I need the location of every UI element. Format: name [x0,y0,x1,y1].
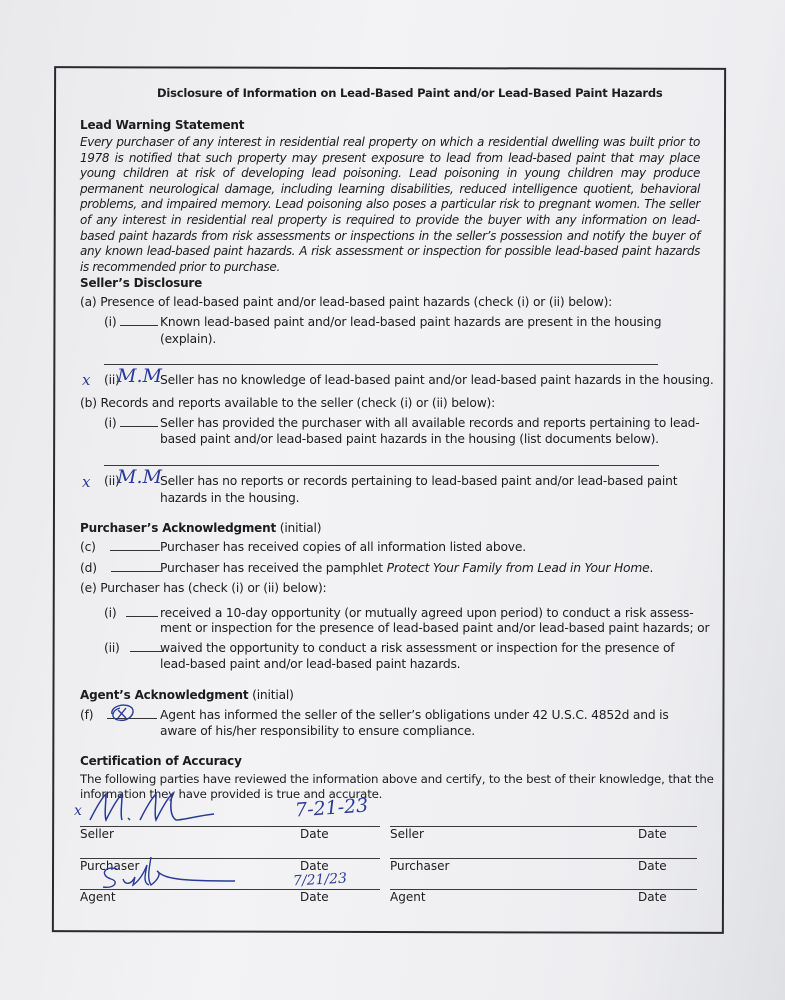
agent-date: 7/21/23 [292,870,348,890]
date-label: Date [300,827,329,841]
page-title: Disclosure of Information on Lead-Based Paint and/or Lead-Based Paint Hazards [157,86,663,100]
item-e-text: Purchaser has (check (i) or (ii) below): [100,581,327,595]
certification-heading: Certification of Accuracy [80,754,242,768]
item-f-line2: aware of his/her responsibility to ensure compliance. [160,724,475,738]
certification-line2: information they have provided is true and accurate. [80,787,383,801]
item-e-i: (i) [104,606,162,622]
item-b-i-line1: Seller has provided the purchaser with all available records and reports pertaining to lead- [160,416,700,430]
item-a-i: (i) [104,315,162,331]
documents-line[interactable] [104,465,659,466]
purchaser-label: Purchaser [80,859,140,873]
agent-signature [95,855,255,893]
purchaser-heading: Purchaser’s Acknowledgment [80,521,276,535]
item-b-i: (i) [104,416,162,432]
item-c: (c) [80,540,164,556]
item-a-ii-text: Seller has no knowledge of lead-based paint and/or lead-based paint hazards in the housing. [160,373,714,387]
initial-blank[interactable] [120,416,158,427]
date-label: Date [638,827,667,841]
item-e-ii-line1: waived the opportunity to conduct a risk assessment or inspection for the presence of [160,641,675,655]
item-b-ii-mark: (ii) [104,474,120,488]
date-label: Date [638,859,667,873]
certification-line1: The following parties have reviewed the information above and certify, to the best of their knowledge, that the [80,772,714,786]
purchaser-note: (initial) [279,521,322,535]
seller-signature [84,790,224,826]
date-label: Date [638,890,667,904]
initial-blank[interactable] [120,315,158,326]
item-b-text: Records and reports available to the seller (check (i) or (ii) below): [100,396,496,410]
agent-heading: Agent’s Acknowledgment [80,688,249,702]
initial-blank[interactable] [111,561,161,572]
item-e-ii: (ii) [104,641,166,657]
initials-a-ii[interactable]: M.M [117,365,162,387]
item-a-i-line2: (explain). [160,332,217,346]
seller-signature-line[interactable] [80,826,380,827]
agent-label: Agent [80,890,116,904]
item-e-ii-line2: lead-based paint and/or lead-based paint hazards. [160,657,461,671]
seller-label: Seller [390,827,424,841]
item-a-ii-mark: (ii) [104,373,120,387]
check-mark: x [82,473,91,491]
initials-b-ii[interactable]: M.M [117,466,162,488]
signature-x-mark: x [74,803,82,819]
agent-label: Agent [390,890,426,904]
agent-initials-signature [108,702,138,724]
item-b-ii-line1: Seller has no reports or records pertaining to lead-based paint and/or lead-based paint [160,474,678,488]
item-d-text: Purchaser has received the pamphlet Protect Your Family from Lead in Your Home. [160,561,654,575]
item-b-ii-line2: hazards in the housing. [160,491,300,505]
item-a-i-line1: Known lead-based paint and/or lead-based paint hazards are present in the housing [160,315,662,329]
lead-warning-heading: Lead Warning Statement [80,118,245,132]
item-d: (d) [80,561,165,577]
check-mark: x [82,371,91,389]
explain-line[interactable] [104,364,658,365]
item-f: (f) [80,708,161,724]
item-e-i-line1: received a 10-day opportunity (or mutually agreed upon period) to conduct a risk assess- [160,606,694,620]
seller-label: Seller [80,827,114,841]
item-a-mark: (a) [80,295,97,309]
lead-warning-text: Every purchaser of any interest in residential real property on which a residential dwelling was built prior to 1978 is notified that such property may present exposure to lead from lead-based paint that may place young children at risk of developing lead poisoning. Lead poisoning in young children may produce permanent neurological damage, including learning disabilities, reduced intelligence quotient, behavioral problems, and impaired memory. Lead poisoning also poses a particular risk to pregnant women. The seller of any interest in residential real property is required to provide the buyer with any information on lead-based paint hazards from risk assessments or inspections in the seller’s possession and notify the buyer of any known lead-based paint hazards. A risk assessment or inspection for possible lead-based paint hazards is recommended prior to purchase. [80,135,700,274]
initial-blank[interactable] [110,540,160,551]
date-label: Date [300,859,329,873]
item-b-i-line2: based paint and/or lead-based paint hazards in the housing (list documents below). [160,432,659,446]
initial-blank[interactable] [126,606,158,617]
initial-blank[interactable] [130,641,162,652]
seller-disclosure-heading: Seller’s Disclosure [80,276,203,290]
purchaser-label: Purchaser [390,859,450,873]
date-label: Date [300,890,329,904]
item-e-i-line2: ment or inspection for the presence of lead-based paint and/or lead-based paint hazards; or [160,621,710,635]
agent-note: (initial) [252,688,294,702]
item-a-text: Presence of lead-based paint and/or lead-based paint hazards (check (i) or (ii) below): [100,295,613,309]
item-f-line1: Agent has informed the seller of the seller’s obligations under 42 U.S.C. 4852d and is [160,708,669,722]
item-e-mark: (e) [80,581,97,595]
item-c-text: Purchaser has received copies of all information listed above. [160,540,526,554]
item-b-mark: (b) [80,396,97,410]
seller-date: 7-21-23 [294,794,369,822]
